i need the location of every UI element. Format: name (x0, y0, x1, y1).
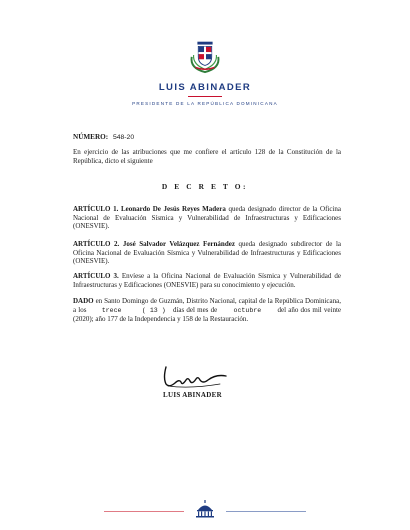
dado-text-1: en Santo Domingo de Guzmán, Distrito Nacional, capital de la República Dominicana, a los (73, 297, 341, 314)
article-3-text: Envíese a la Oficina Nacional de Evaluación Sísmica y Vulnerabilidad de Infraestructuras y Edificaciones (ONESVIE) para su conocimiento y ejecución. (73, 272, 341, 289)
signatory-name: LUIS ABINADER (163, 391, 222, 399)
article-1 (73, 205, 341, 231)
article-2-label: ARTÍCULO 2. (73, 240, 120, 248)
decree-heading: D E C R E T O: (161, 182, 249, 191)
dado-day-word: trece (101, 306, 122, 314)
article-1-name: Leonardo De Jesús Reyes Madera (120, 205, 226, 213)
dado-paragraph (73, 297, 341, 324)
article-2 (73, 240, 341, 266)
decree-number (73, 133, 134, 141)
handwritten-signature (160, 364, 230, 390)
intro-paragraph: En ejercicio de las atribuciones que me confiere el artículo 128 de la Constitución de la República, dicto el siguiente (73, 148, 341, 165)
dado-day-number: ( 13 ) (141, 306, 166, 314)
article-1-label: ARTÍCULO 1. (73, 205, 119, 213)
header-divider (188, 96, 222, 97)
dado-text-3: del año dos mil veinte (2020); año 177 de la Independencia y 158 de la Restauración. (73, 305, 342, 324)
article-2-name: José Salvador Velázquez Fernández (122, 240, 235, 248)
dado-text-2: días del mes de (172, 305, 218, 314)
article-1-text: queda designado director de la Oficina Nacional de Evaluación Sísmica y Vulnerabilidad de Infraestructuras y Edificaciones (ONESVIE). (73, 205, 342, 231)
article-3 (73, 272, 341, 289)
decree-number-label: NÚMERO: (73, 133, 109, 141)
footer-rule-left (104, 511, 184, 512)
footer-rule-right (226, 511, 306, 512)
article-3-label: ARTÍCULO 3. (73, 272, 119, 280)
coat-of-arms-icon (186, 36, 224, 74)
decree-number-value: 548-20 (112, 134, 135, 141)
header-subtitle: PRESIDENTE DE LA REPÚBLICA DOMINICANA (132, 101, 278, 106)
article-2-text: queda designado subdirector de la Oficina Nacional de Evaluación Sísmica y Vulnerabilidad de Infraestructuras y Edificaciones (ONESVIE). (73, 240, 342, 266)
national-palace-dome-icon (195, 500, 215, 518)
dado-label: DADO (73, 297, 94, 305)
header-name: LUIS ABINADER (158, 82, 252, 93)
dado-month: octubre (233, 306, 262, 314)
